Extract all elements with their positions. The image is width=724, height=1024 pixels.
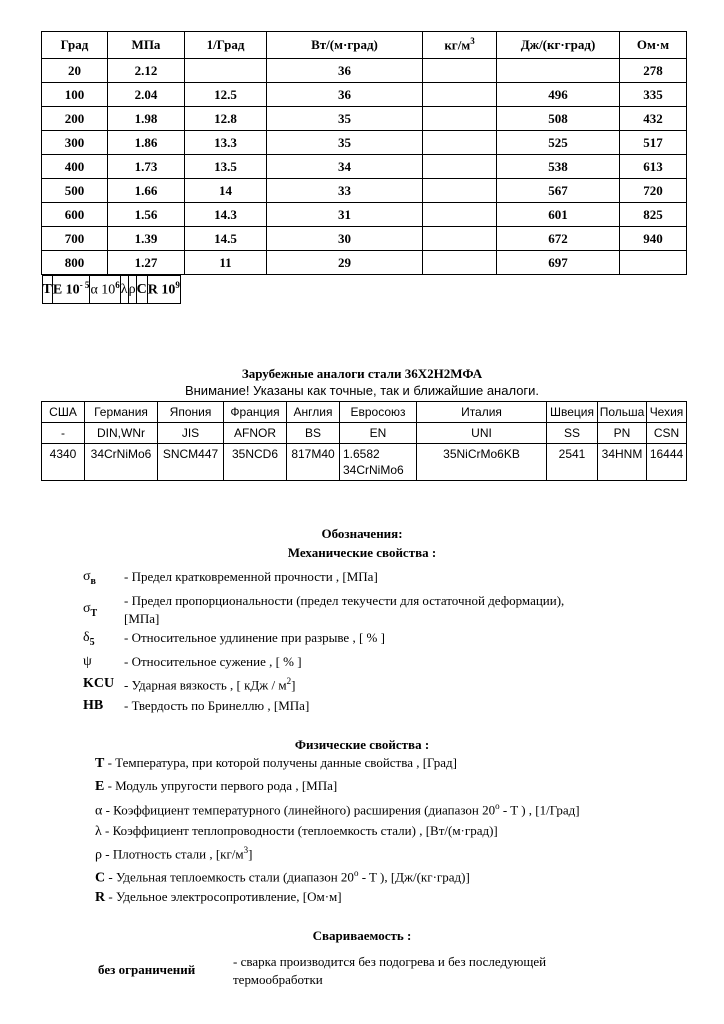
properties-cell — [423, 107, 497, 131]
properties-row — [42, 155, 687, 179]
symbol-cell: R $10^9$ — [147, 276, 180, 304]
properties-cell: 400 — [42, 155, 108, 179]
grade-cell: 34HNM — [598, 444, 647, 481]
header-cell: МПа — [108, 32, 185, 59]
properties-cell: 825 — [620, 203, 687, 227]
properties-cell: 29 — [267, 251, 423, 275]
standard-cell: JIS — [158, 423, 224, 444]
analogs-table — [41, 401, 687, 481]
properties-cell: 800 — [42, 251, 108, 275]
mech-symbol: $\sigma_T$ — [83, 601, 98, 619]
phys-item: C - Удельная теплоемкость стали (диапазон 20$^o$ - T ), [Дж/(кг·град)] — [95, 868, 470, 886]
country-cell: Евросоюз — [340, 402, 417, 423]
phys-item: T - Температура, при которой получены данные свойства , [Град] — [95, 755, 457, 771]
properties-cell: 500 — [42, 179, 108, 203]
properties-cell: 613 — [620, 155, 687, 179]
analogs-title: Зарубежные аналоги стали 36Х2Н2МФА — [241, 366, 483, 381]
standard-cell: CSN — [647, 423, 687, 444]
properties-cell — [423, 155, 497, 179]
properties-cell: 567 — [497, 179, 620, 203]
properties-cell: 538 — [497, 155, 620, 179]
properties-cell — [423, 251, 497, 275]
properties-cell — [423, 83, 497, 107]
standard-cell: AFNOR — [224, 423, 287, 444]
properties-cell: 35 — [267, 107, 423, 131]
phys-item: α - Коэффициент температурного (линейного) расширения (диапазон 20$^o$ - T ) , [1/Град] — [95, 801, 580, 819]
country-cell: Чехия — [647, 402, 687, 423]
properties-symbol-row — [42, 275, 181, 304]
properties-cell: 278 — [620, 59, 687, 83]
grade-cell: 16444 — [647, 444, 687, 481]
analogs-standard-row — [42, 423, 687, 444]
header-cell: $кг/м^3$ — [423, 32, 497, 59]
properties-cell — [423, 59, 497, 83]
phys-item: λ - Коэффициент теплопроводности (теплоемкость стали) , [Вт/(м·град)] — [95, 823, 498, 839]
mech-symbol: $\delta_5$ — [83, 630, 95, 648]
phys-item: E - Модуль упругости первого рода , [МПа] — [95, 778, 338, 794]
properties-cell: 13.5 — [185, 155, 267, 179]
phys-title: Физические свойства : — [294, 737, 430, 752]
analogs-note: Внимание! Указаны как точные, так и ближайшие аналоги. — [184, 383, 540, 398]
mech-text: - Относительное сужение , [ % ] — [124, 654, 302, 669]
properties-cell: 100 — [42, 83, 108, 107]
country-cell: Швеция — [547, 402, 598, 423]
properties-cell: 940 — [620, 227, 687, 251]
symbol-cell: T — [42, 276, 52, 304]
properties-cell: 12.5 — [185, 83, 267, 107]
properties-cell: 30 — [267, 227, 423, 251]
mech-text-cont: [МПа] — [124, 611, 160, 626]
properties-cell: 508 — [497, 107, 620, 131]
properties-cell: 36 — [267, 59, 423, 83]
mech-text: - Предел пропорциональности (предел текучести для остаточной деформации), — [124, 593, 565, 608]
properties-cell: 14.3 — [185, 203, 267, 227]
standard-cell: - — [42, 423, 85, 444]
properties-cell: 432 — [620, 107, 687, 131]
weld-text-2: термообработки — [233, 972, 323, 987]
standard-cell: PN — [598, 423, 647, 444]
properties-cell: 13.3 — [185, 131, 267, 155]
analogs-grade-row — [42, 444, 687, 481]
properties-row — [42, 107, 687, 131]
properties-cell: 14 — [185, 179, 267, 203]
properties-table — [41, 31, 687, 298]
weld-title: Свариваемость : — [312, 928, 412, 943]
grade-cell: 35NiCrMo6KB — [417, 444, 547, 481]
country-cell: США — [42, 402, 85, 423]
properties-cell: 1.39 — [108, 227, 185, 251]
properties-cell: 200 — [42, 107, 108, 131]
mech-text: - Ударная вязкость , [ кДж / $м^2$] — [124, 676, 296, 693]
weld-text-1: - сварка производится без подогрева и без последующей — [233, 954, 547, 969]
properties-cell: 11 — [185, 251, 267, 275]
standard-cell: BS — [287, 423, 340, 444]
properties-cell — [423, 179, 497, 203]
properties-row — [42, 227, 687, 251]
properties-cell: 12.8 — [185, 107, 267, 131]
header-cell: Ом·м — [620, 32, 687, 59]
properties-row — [42, 251, 687, 275]
properties-cell — [185, 59, 267, 83]
properties-cell: 517 — [620, 131, 687, 155]
mech-text: - Твердость по Бринеллю , [МПа] — [124, 698, 310, 713]
standard-cell: SS — [547, 423, 598, 444]
mech-text: - Предел кратковременной прочности , [МПа] — [124, 569, 378, 584]
mech-symbol: KCU — [83, 676, 115, 691]
properties-cell: 34 — [267, 155, 423, 179]
grade-cell: 4340 — [42, 444, 85, 481]
country-cell: Германия — [85, 402, 158, 423]
properties-cell: 1.66 — [108, 179, 185, 203]
properties-cell — [423, 203, 497, 227]
properties-cell: 2.04 — [108, 83, 185, 107]
properties-row — [42, 179, 687, 203]
symbol-cell: E $10^{- 5}$ — [52, 276, 90, 304]
legend-title: Обозначения: — [321, 526, 403, 541]
properties-cell: 33 — [267, 179, 423, 203]
properties-row — [42, 83, 687, 107]
header-cell: Дж/(кг·град) — [497, 32, 620, 59]
grade-cell: 34CrNiMo6 — [85, 444, 158, 481]
mech-symbol: ψ — [83, 654, 92, 669]
properties-cell — [423, 227, 497, 251]
properties-cell: 36 — [267, 83, 423, 107]
properties-cell: 672 — [497, 227, 620, 251]
phys-item: ρ - Плотность стали , $[кг/м^3]$ — [95, 845, 253, 863]
properties-cell: 1.73 — [108, 155, 185, 179]
properties-cell — [423, 131, 497, 155]
properties-cell: 697 — [497, 251, 620, 275]
properties-cell: 35 — [267, 131, 423, 155]
mech-symbol: $\sigma_в$ — [83, 569, 96, 587]
mech-text: - Относительное удлинение при разрыве , [ % ] — [124, 630, 385, 645]
properties-cell: 20 — [42, 59, 108, 83]
properties-row — [42, 203, 687, 227]
weld-label: без ограничений — [98, 962, 196, 977]
properties-row — [42, 131, 687, 155]
header-cell: 1/Град — [185, 32, 267, 59]
properties-cell: 300 — [42, 131, 108, 155]
properties-cell: 601 — [497, 203, 620, 227]
mech-title: Механические свойства : — [287, 545, 437, 560]
properties-cell: 1.27 — [108, 251, 185, 275]
country-cell: Франция — [224, 402, 287, 423]
symbol-cell: α $10^6$ — [90, 276, 120, 304]
country-cell: Польша — [598, 402, 647, 423]
mech-symbol: HB — [83, 698, 104, 713]
properties-header-row — [42, 32, 687, 59]
properties-cell: 700 — [42, 227, 108, 251]
properties-body — [42, 59, 687, 275]
header-cell: Град — [42, 32, 108, 59]
properties-cell: 1.56 — [108, 203, 185, 227]
grade-cell: 817M40 — [287, 444, 340, 481]
properties-cell: 525 — [497, 131, 620, 155]
grade-cell: SNCM447 — [158, 444, 224, 481]
properties-cell: 2.12 — [108, 59, 185, 83]
properties-cell: 720 — [620, 179, 687, 203]
properties-cell — [497, 59, 620, 83]
grade-cell: 35NCD6 — [224, 444, 287, 481]
header-cell: Вт/(м·град) — [267, 32, 423, 59]
properties-cell — [620, 251, 687, 275]
properties-cell: 14.5 — [185, 227, 267, 251]
properties-cell: 31 — [267, 203, 423, 227]
country-cell: Италия — [417, 402, 547, 423]
standard-cell: DIN,WNr — [85, 423, 158, 444]
grade-cell: 2541 — [547, 444, 598, 481]
standard-cell: EN — [340, 423, 417, 444]
properties-cell: 335 — [620, 83, 687, 107]
properties-cell: 600 — [42, 203, 108, 227]
phys-item: R - Удельное электросопротивление, [Ом·м] — [95, 889, 342, 905]
symbol-cell: ρ — [128, 276, 136, 304]
properties-cell: 496 — [497, 83, 620, 107]
properties-cell: 1.98 — [108, 107, 185, 131]
symbol-cell: C — [136, 276, 147, 304]
country-cell: Япония — [158, 402, 224, 423]
standard-cell: UNI — [417, 423, 547, 444]
analogs-country-row — [42, 402, 687, 423]
properties-row — [42, 59, 687, 83]
properties-cell: 1.86 — [108, 131, 185, 155]
grade-cell: 1.6582 34CrNiMo6 — [340, 444, 417, 481]
country-cell: Англия — [287, 402, 340, 423]
symbol-cell: λ — [120, 276, 128, 304]
